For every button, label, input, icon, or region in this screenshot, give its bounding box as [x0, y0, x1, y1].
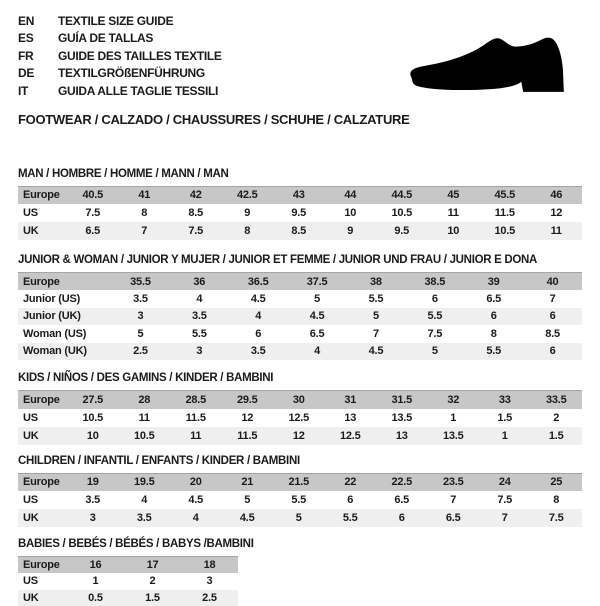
- size-cell: 46: [531, 186, 583, 204]
- footwear-heading: FOOTWEAR / CALZADO / CHAUSSURES / SCHUHE / CALZATURE: [18, 113, 582, 127]
- size-cell: 7: [523, 290, 582, 308]
- language-code: FR: [18, 49, 58, 63]
- size-cell: 22.5: [376, 473, 428, 491]
- size-row: [18, 509, 582, 527]
- row-label: US: [18, 204, 67, 222]
- size-cell: 35.5: [111, 273, 170, 291]
- size-cell: 24: [479, 473, 531, 491]
- size-cell: 3.5: [119, 509, 171, 527]
- size-cell: 1.5: [531, 427, 583, 445]
- row-label: UK: [18, 222, 67, 240]
- size-cell: 10: [325, 204, 377, 222]
- size-cell: 11: [428, 204, 480, 222]
- language-label: GUIDE DES TAILLES TEXTILE: [58, 49, 222, 63]
- size-section-junior-woman: [18, 253, 582, 360]
- size-cell: 40.5: [67, 186, 119, 204]
- size-cell: 7: [347, 325, 406, 343]
- size-cell: 9.5: [376, 222, 428, 240]
- row-label: Junior (US): [18, 290, 111, 308]
- size-cell: 30: [273, 391, 325, 409]
- size-cell: 1.5: [124, 590, 181, 606]
- size-cell: 7.5: [531, 509, 583, 527]
- size-cell: 31: [325, 391, 377, 409]
- size-cell: 5: [222, 491, 274, 509]
- size-header-row: [18, 273, 582, 291]
- size-cell: 8.5: [523, 325, 582, 343]
- size-section-children: [18, 454, 582, 528]
- size-cell: 6: [405, 290, 464, 308]
- size-cell: 4.5: [347, 343, 406, 361]
- language-code: ES: [18, 31, 58, 45]
- row-label: US: [18, 573, 67, 590]
- size-section-kids: [18, 371, 582, 445]
- size-cell: 41: [119, 186, 171, 204]
- size-cell: 40: [523, 273, 582, 291]
- size-cell: 9.5: [273, 204, 325, 222]
- row-label: US: [18, 491, 67, 509]
- size-section-man: [18, 167, 582, 241]
- size-cell: 4.5: [229, 290, 288, 308]
- size-cell: 7: [479, 509, 531, 527]
- size-cell: 18: [181, 557, 238, 574]
- size-row: [18, 409, 582, 427]
- size-cell: 11: [170, 427, 222, 445]
- size-cell: 7: [428, 491, 480, 509]
- size-cell: 2: [531, 409, 583, 427]
- size-cell: 28.5: [170, 391, 222, 409]
- section-title: KIDS / NIÑOS / DES GAMINS / KINDER / BAMBINI: [18, 371, 582, 385]
- size-cell: 12.5: [273, 409, 325, 427]
- size-cell: 3.5: [111, 290, 170, 308]
- size-cell: 22: [325, 473, 377, 491]
- size-cell: 9: [325, 222, 377, 240]
- size-cell: 42: [170, 186, 222, 204]
- size-cell: 2.5: [111, 343, 170, 361]
- size-cell: 31.5: [376, 391, 428, 409]
- size-cell: 3: [181, 573, 238, 590]
- size-cell: 17: [124, 557, 181, 574]
- size-cell: 32: [428, 391, 480, 409]
- size-cell: 44.5: [376, 186, 428, 204]
- size-cell: 3.5: [170, 308, 229, 326]
- size-cell: 16: [67, 557, 124, 574]
- size-cell: 28: [119, 391, 171, 409]
- row-label: Europe: [18, 557, 67, 574]
- size-cell: 8: [464, 325, 523, 343]
- size-cell: 25: [531, 473, 583, 491]
- size-cell: 33.5: [531, 391, 583, 409]
- size-cell: 9: [222, 204, 274, 222]
- size-cell: 6: [325, 491, 377, 509]
- size-table-man: [18, 186, 582, 241]
- size-section-babies: [18, 537, 582, 606]
- language-label: GUÍA DE TALLAS: [58, 31, 153, 45]
- size-cell: 21.5: [273, 473, 325, 491]
- row-label: UK: [18, 590, 67, 606]
- language-label: GUIDA ALLE TAGLIE TESSILI: [58, 84, 218, 98]
- size-cell: 6: [229, 325, 288, 343]
- size-cell: 12: [531, 204, 583, 222]
- size-cell: 1: [428, 409, 480, 427]
- size-row: [18, 491, 582, 509]
- size-cell: 1: [479, 427, 531, 445]
- size-row: [18, 343, 582, 361]
- section-title: CHILDREN / INFANTIL / ENFANTS / KINDER / BAMBINI: [18, 454, 582, 468]
- language-label: TEXTILGRÖßENFÜHRUNG: [58, 66, 205, 80]
- row-label: Woman (UK): [18, 343, 111, 361]
- size-cell: 6: [523, 308, 582, 326]
- size-cell: 4: [288, 343, 347, 361]
- size-cell: 12: [273, 427, 325, 445]
- size-cell: 6.5: [376, 491, 428, 509]
- row-label: UK: [18, 509, 67, 527]
- row-label: Woman (US): [18, 325, 111, 343]
- size-cell: 19.5: [119, 473, 171, 491]
- row-label: UK: [18, 427, 67, 445]
- size-table-junior-woman: [18, 272, 582, 360]
- size-cell: 39: [464, 273, 523, 291]
- size-cell: 5.5: [347, 290, 406, 308]
- size-cell: 3.5: [67, 491, 119, 509]
- size-cell: 6.5: [464, 290, 523, 308]
- size-cell: 11: [119, 409, 171, 427]
- size-header-row: [18, 473, 582, 491]
- size-cell: 11: [531, 222, 583, 240]
- size-cell: 6: [376, 509, 428, 527]
- size-row: [18, 325, 582, 343]
- size-cell: 5.5: [170, 325, 229, 343]
- size-cell: 11.5: [479, 204, 531, 222]
- language-code: EN: [18, 14, 58, 28]
- size-cell: 5.5: [325, 509, 377, 527]
- size-cell: 8: [222, 222, 274, 240]
- size-cell: 6: [464, 308, 523, 326]
- size-cell: 13: [325, 409, 377, 427]
- section-title: MAN / HOMBRE / HOMME / MANN / MAN: [18, 167, 582, 181]
- size-cell: 10.5: [479, 222, 531, 240]
- size-cell: 21: [222, 473, 274, 491]
- section-title: BABIES / BEBÉS / BÉBÉS / BABYS /BAMBINI: [18, 537, 582, 551]
- size-cell: 1: [67, 573, 124, 590]
- size-cell: 0.5: [67, 590, 124, 606]
- size-cell: 45: [428, 186, 480, 204]
- size-cell: 7.5: [67, 204, 119, 222]
- size-cell: 3.5: [229, 343, 288, 361]
- size-cell: 4: [170, 290, 229, 308]
- size-cell: 8: [119, 204, 171, 222]
- dress-shoe-icon: [390, 29, 586, 103]
- row-label: US: [18, 409, 67, 427]
- size-cell: 4: [229, 308, 288, 326]
- size-cell: 36.5: [229, 273, 288, 291]
- size-cell: 4.5: [288, 308, 347, 326]
- size-cell: 5: [405, 343, 464, 361]
- row-label: Junior (UK): [18, 308, 111, 326]
- size-cell: 6: [523, 343, 582, 361]
- size-row: [18, 308, 582, 326]
- size-cell: 13: [376, 427, 428, 445]
- size-row: [18, 222, 582, 240]
- size-cell: 4: [170, 509, 222, 527]
- row-label: Europe: [18, 391, 67, 409]
- language-label: TEXTILE SIZE GUIDE: [58, 14, 173, 28]
- size-cell: 6.5: [288, 325, 347, 343]
- language-code: DE: [18, 66, 58, 80]
- size-cell: 36: [170, 273, 229, 291]
- size-cell: 5: [347, 308, 406, 326]
- size-cell: 1.5: [479, 409, 531, 427]
- size-table-kids: [18, 390, 582, 445]
- size-cell: 10: [428, 222, 480, 240]
- size-cell: 38.5: [405, 273, 464, 291]
- size-cell: 37.5: [288, 273, 347, 291]
- section-title: JUNIOR & WOMAN / JUNIOR Y MUJER / JUNIOR ET FEMME / JUNIOR UND FRAU / JUNIOR E DONA: [18, 253, 582, 267]
- size-cell: 7.5: [405, 325, 464, 343]
- size-cell: 4.5: [170, 491, 222, 509]
- size-cell: 33: [479, 391, 531, 409]
- language-code: IT: [18, 84, 58, 98]
- row-label: Europe: [18, 273, 111, 291]
- size-cell: 3: [170, 343, 229, 361]
- size-cell: 11.5: [222, 427, 274, 445]
- size-cell: 10: [67, 427, 119, 445]
- size-row: [18, 590, 238, 606]
- size-header-row: [18, 391, 582, 409]
- size-cell: 19: [67, 473, 119, 491]
- size-cell: 5: [288, 290, 347, 308]
- size-table-babies: [18, 556, 238, 606]
- size-header-row: [18, 186, 582, 204]
- size-cell: 2: [124, 573, 181, 590]
- size-cell: 6.5: [428, 509, 480, 527]
- size-cell: 5.5: [405, 308, 464, 326]
- size-cell: 44: [325, 186, 377, 204]
- size-cell: 13.5: [376, 409, 428, 427]
- size-header-row: [18, 557, 238, 574]
- size-cell: 5.5: [464, 343, 523, 361]
- size-cell: 8.5: [273, 222, 325, 240]
- size-cell: 8: [531, 491, 583, 509]
- size-cell: 7: [119, 222, 171, 240]
- size-cell: 4: [119, 491, 171, 509]
- size-cell: 27.5: [67, 391, 119, 409]
- size-cell: 7.5: [479, 491, 531, 509]
- size-row: [18, 427, 582, 445]
- size-table-children: [18, 473, 582, 528]
- size-cell: 43: [273, 186, 325, 204]
- size-cell: 8.5: [170, 204, 222, 222]
- size-cell: 5.5: [273, 491, 325, 509]
- size-cell: 12: [222, 409, 274, 427]
- size-cell: 10.5: [67, 409, 119, 427]
- size-row: [18, 290, 582, 308]
- size-cell: 20: [170, 473, 222, 491]
- size-cell: 23.5: [428, 473, 480, 491]
- size-cell: 6.5: [67, 222, 119, 240]
- size-cell: 12.5: [325, 427, 377, 445]
- size-cell: 5: [273, 509, 325, 527]
- size-cell: 13.5: [428, 427, 480, 445]
- size-cell: 10.5: [119, 427, 171, 445]
- size-cell: 5: [111, 325, 170, 343]
- size-cell: 7.5: [170, 222, 222, 240]
- language-row: [18, 12, 582, 30]
- size-cell: 29.5: [222, 391, 274, 409]
- size-cell: 10.5: [376, 204, 428, 222]
- size-cell: 4.5: [222, 509, 274, 527]
- size-cell: 3: [111, 308, 170, 326]
- size-cell: 38: [347, 273, 406, 291]
- row-label: Europe: [18, 186, 67, 204]
- size-row: [18, 204, 582, 222]
- size-cell: 11.5: [170, 409, 222, 427]
- row-label: Europe: [18, 473, 67, 491]
- size-cell: 3: [67, 509, 119, 527]
- size-row: [18, 573, 238, 590]
- size-cell: 2.5: [181, 590, 238, 606]
- size-cell: 45.5: [479, 186, 531, 204]
- size-cell: 42.5: [222, 186, 274, 204]
